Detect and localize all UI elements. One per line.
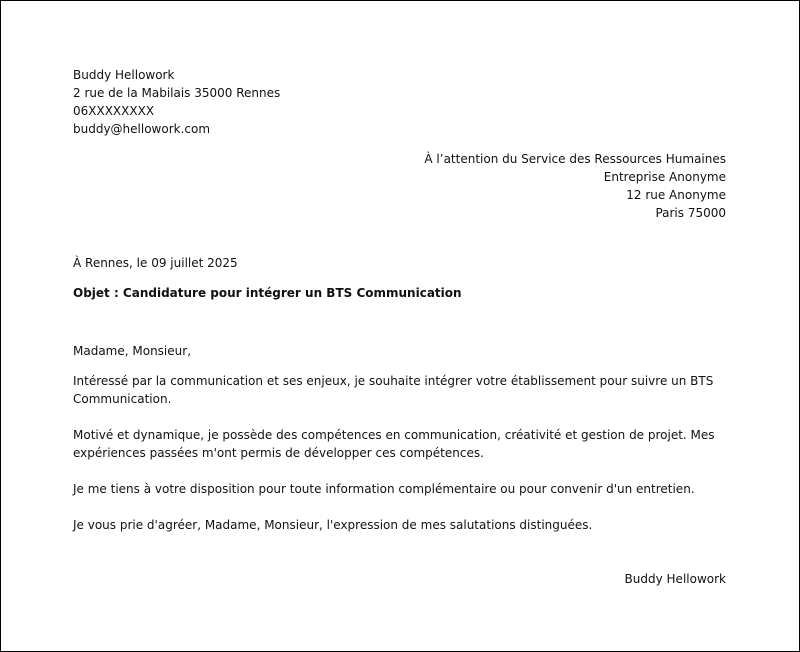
- recipient-block: [424, 150, 726, 222]
- letter-signature: Buddy Hellowork: [624, 572, 726, 586]
- body-paragraph-2: Motivé et dynamique, je possède des compétences en communication, créativité et gestion de projet. Mes expériences passées m'ont permis de développer ces compétences.: [73, 428, 715, 460]
- letter-salutation: Madame, Monsieur,: [73, 344, 192, 358]
- sender-block: [73, 66, 280, 138]
- recipient-company: Entreprise Anonyme: [603, 170, 726, 184]
- sender-address: 2 rue de la Mabilais 35000 Rennes: [73, 86, 281, 100]
- body-paragraph-4: Je vous prie d'agréer, Madame, Monsieur, l'expression de mes salutations distinguées.: [73, 518, 593, 532]
- letter-subject: Objet : Candidature pour intégrer un BTS Communication: [73, 286, 462, 300]
- sender-email: buddy@hellowork.com: [73, 122, 211, 136]
- recipient-city: Paris 75000: [655, 206, 726, 220]
- body-paragraph-1: Intéressé par la communication et ses enjeux, je souhaite intégrer votre établissement pour suivre un BTS Communication.: [73, 374, 714, 406]
- sender-name: Buddy Hellowork: [73, 68, 175, 82]
- sender-phone: 06XXXXXXXX: [73, 104, 155, 118]
- letter-date: À Rennes, le 09 juillet 2025: [73, 256, 238, 270]
- recipient-street: 12 rue Anonyme: [626, 188, 726, 202]
- body-paragraph-3: Je me tiens à votre disposition pour toute information complémentaire ou pour convenir d'un entretien.: [73, 482, 695, 496]
- recipient-attention: À l’attention du Service des Ressources Humaines: [424, 152, 726, 166]
